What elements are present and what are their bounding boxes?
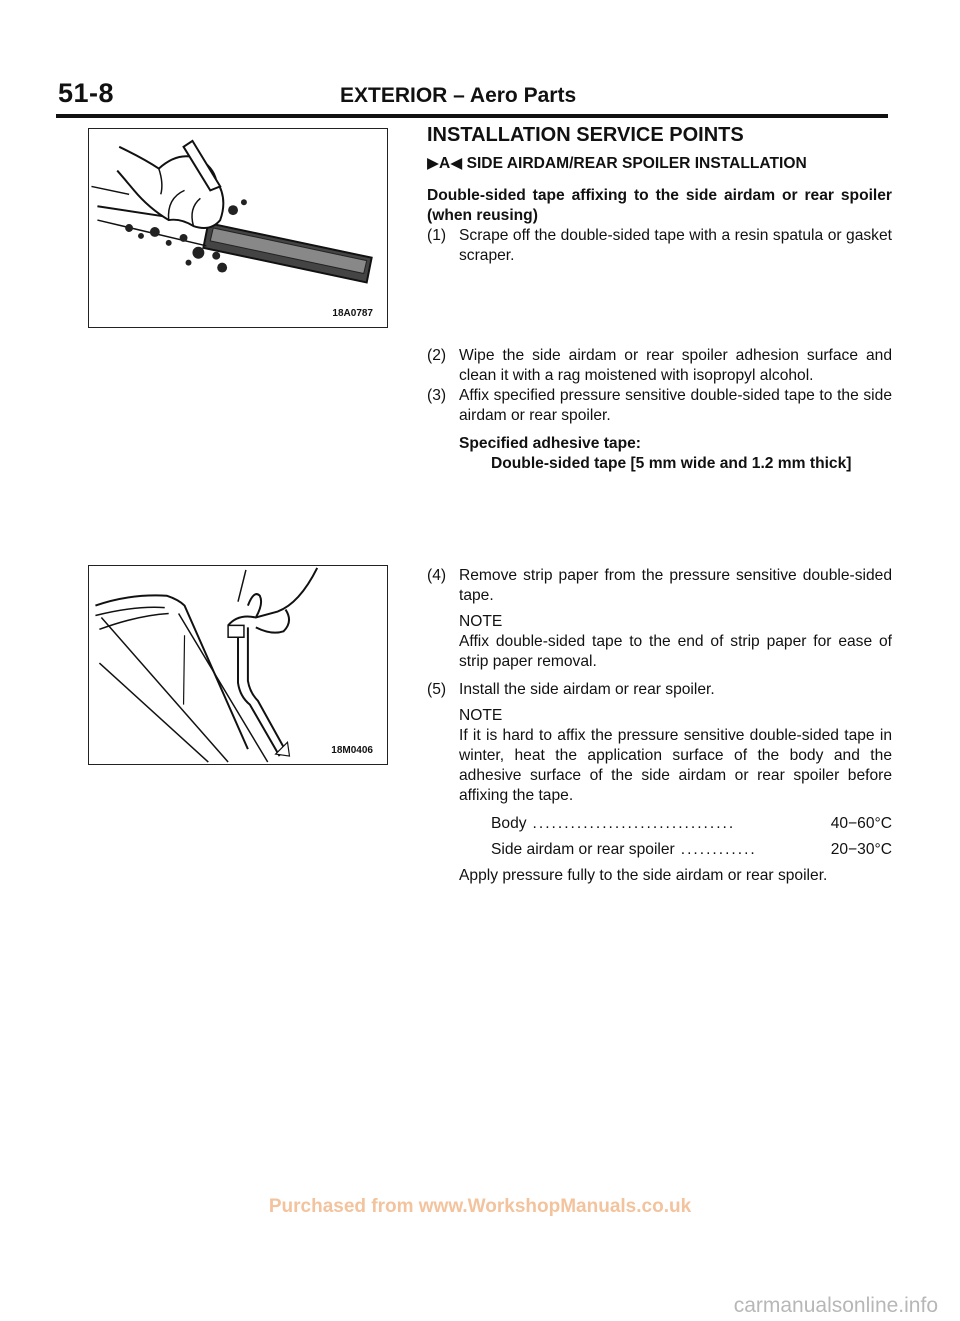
step-number: (4) — [427, 567, 447, 584]
leader-dots: ................................ — [532, 815, 736, 832]
temperature-label: Body — [491, 815, 527, 832]
temperature-label: Side airdam or rear spoiler — [491, 841, 675, 858]
note-1 — [459, 612, 892, 672]
temperature-row-spoiler — [491, 840, 892, 860]
step-number: (3) — [427, 387, 447, 404]
step-text: Scrape off the double-sided tape with a resin spatula or gasket scraper. — [459, 227, 892, 264]
step-text: Affix specified pressure sensitive double-sided tape to the side airdam or rear spoiler. — [459, 387, 892, 424]
step-5 — [427, 680, 892, 700]
steps-4-5-block — [427, 566, 892, 886]
intro-block — [427, 186, 892, 266]
temperature-table — [491, 814, 892, 860]
section-subtitle: ▶A◀ SIDE AIRDAM/REAR SPOILER INSTALLATION — [427, 155, 807, 172]
header-rule — [56, 114, 888, 118]
step-3 — [427, 386, 892, 426]
purchase-footer-link[interactable]: Purchased from www.WorkshopManuals.co.uk — [268, 1196, 692, 1217]
spec-label: Specified adhesive tape: — [459, 435, 641, 452]
figure-code: 18M0406 — [331, 745, 373, 756]
steps-2-3-block — [427, 346, 892, 474]
page-header-title: EXTERIOR – Aero Parts — [340, 84, 577, 107]
closing-instruction: Apply pressure fully to the side airdam or rear spoiler. — [459, 867, 828, 884]
note-label: NOTE — [459, 613, 503, 630]
section-title: INSTALLATION SERVICE POINTS — [427, 124, 744, 146]
step-1 — [427, 226, 892, 266]
page-number: 51-8 — [58, 78, 115, 108]
figure-tape-scraping — [88, 128, 388, 328]
site-watermark: carmanualsonline.info — [733, 1294, 938, 1317]
temperature-value: 20−30°C — [830, 841, 892, 858]
intro-heading: Double-sided tape affixing to the side airdam or rear spoiler (when reusing) — [427, 187, 892, 224]
figure-code: 18A0787 — [332, 308, 373, 319]
leader-dots: ............ — [680, 841, 757, 858]
step-text: Remove strip paper from the pressure sensitive double-sided tape. — [459, 567, 892, 604]
note-label: NOTE — [459, 707, 503, 724]
step-4 — [427, 566, 892, 606]
note-2 — [459, 706, 892, 806]
step-number: (5) — [427, 681, 447, 698]
step-text: Wipe the side airdam or rear spoiler adhesion surface and clean it with a rag moistened with isopropyl alcohol. — [459, 347, 892, 384]
hand-scraping-tape-illustration — [89, 129, 387, 327]
temperature-value: 40−60°C — [830, 815, 892, 832]
step-text: Install the side airdam or rear spoiler. — [459, 681, 715, 698]
spec-value: Double-sided tape [5 mm wide and 1.2 mm thick] — [491, 455, 852, 472]
note-text: If it is hard to affix the pressure sensitive double-sided tape in winter, heat the application surface of the body and the adhesive surface of the side airdam or rear spoiler before affixing the tape. — [459, 727, 892, 804]
step-2 — [427, 346, 892, 386]
note-text: Affix double-sided tape to the end of strip paper for ease of strip paper removal. — [459, 633, 892, 670]
figure-tape-applying — [88, 565, 388, 765]
temperature-row-body — [491, 814, 892, 834]
step-number: (1) — [427, 227, 447, 244]
step-number: (2) — [427, 347, 447, 364]
hand-applying-tape-to-spoiler-illustration — [89, 566, 387, 764]
